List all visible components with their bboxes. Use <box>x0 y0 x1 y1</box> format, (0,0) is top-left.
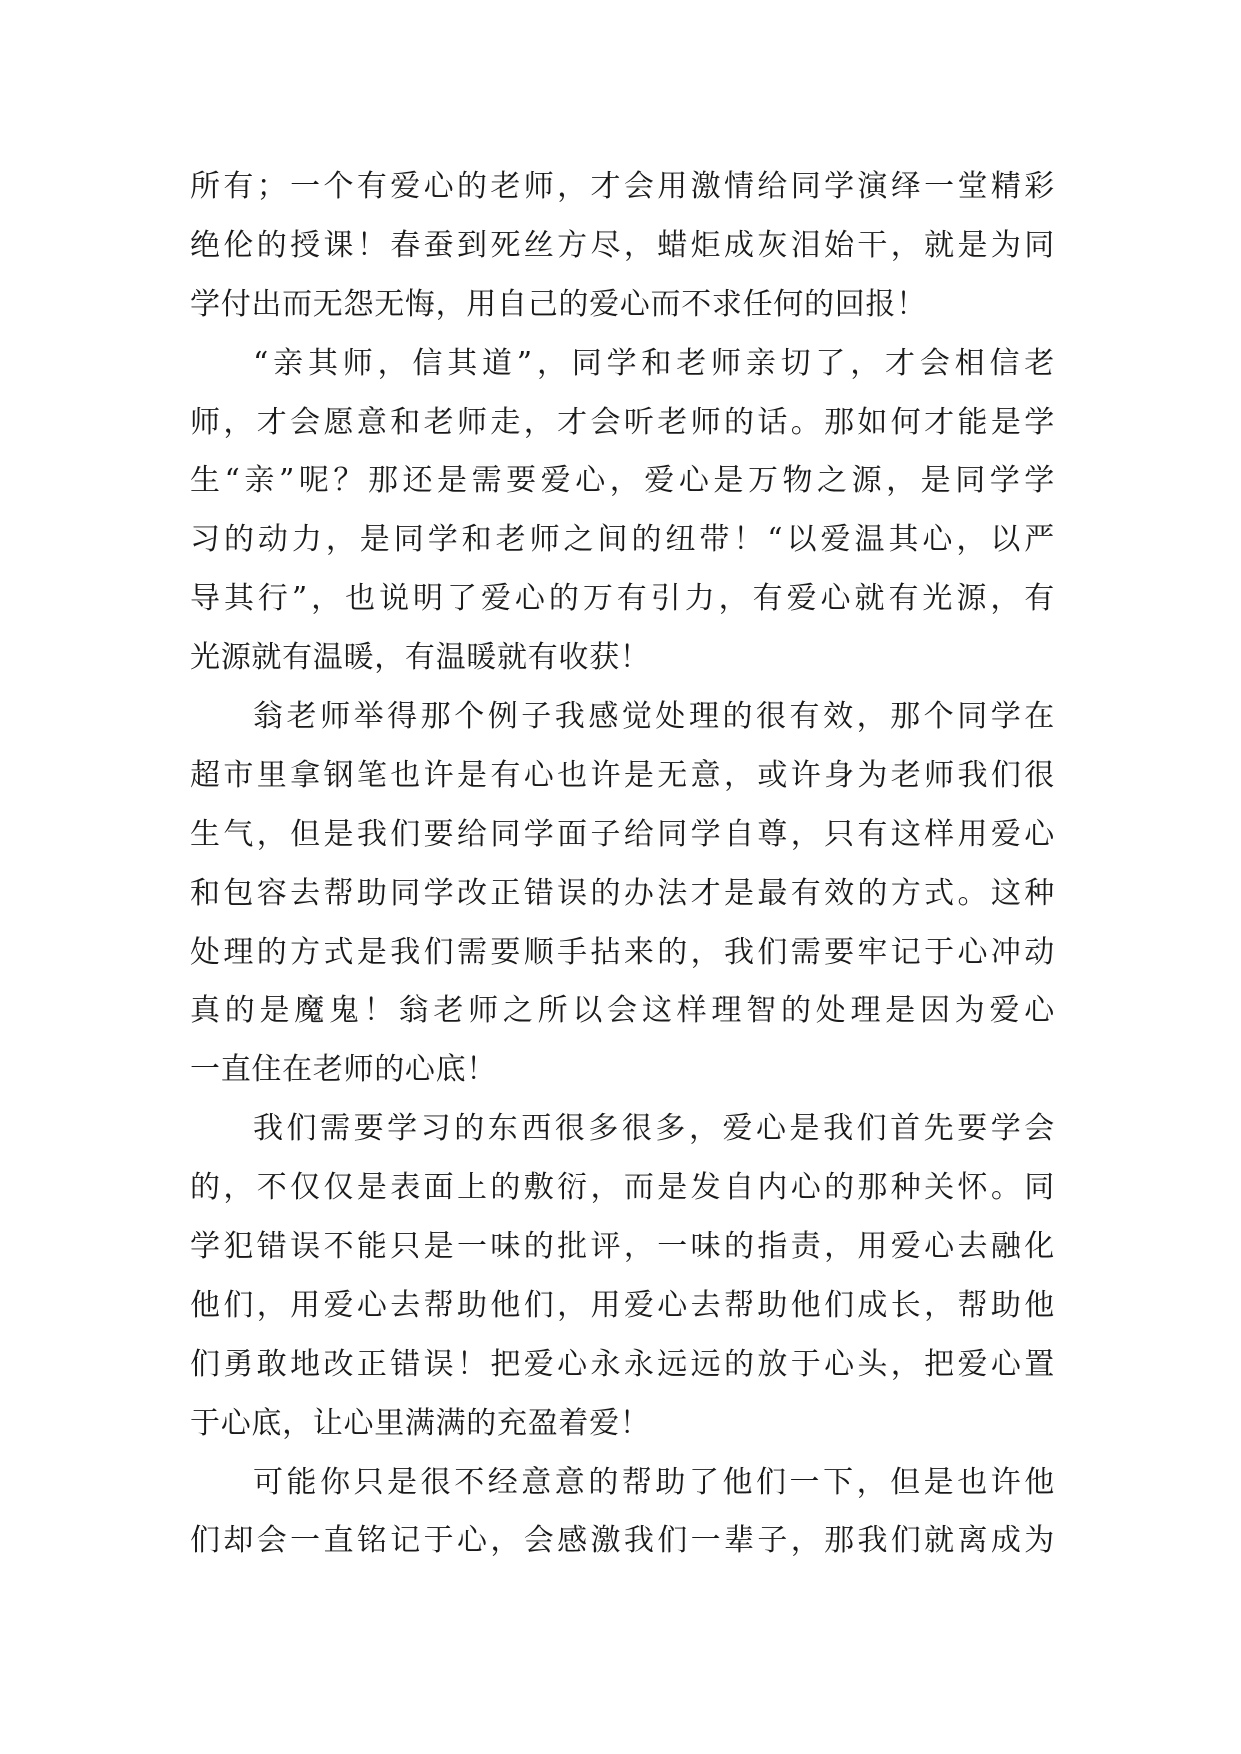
text-line: 于心底，让心里满满的充盈着爱！ <box>190 1405 651 1441</box>
text-line: 和包容去帮助同学改正错误的办法才是最有效的方式。这种 <box>190 875 1055 911</box>
paragraph <box>190 1100 1055 1453</box>
text-line: 们却会一直铭记于心，会感激我们一辈子，那我们就离成为 <box>190 1523 1055 1559</box>
text-line: 绝伦的授课！春蚕到死丝方尽，蜡炬成灰泪始干，就是为同 <box>190 227 1055 263</box>
text-line: 师，才会愿意和老师走，才会听老师的话。那如何才能是学 <box>190 404 1055 440</box>
paragraph <box>190 1454 1055 1572</box>
paragraph <box>190 688 1055 1100</box>
text-line: 可能你只是很不经意意的帮助了他们一下，但是也许他 <box>253 1464 1055 1500</box>
text-line: 光源就有温暖，有温暖就有收获！ <box>190 640 651 676</box>
document-body <box>190 158 1055 1571</box>
text-line: 们勇敢地改正错误！把爱心永永远远的放于心头，把爱心置 <box>190 1346 1055 1382</box>
text-line: 处理的方式是我们需要顺手拈来的，我们需要牢记于心冲动 <box>190 934 1055 970</box>
text-line: 翁老师举得那个例子我感觉处理的很有效，那个同学在 <box>253 699 1055 735</box>
paragraph <box>190 335 1055 688</box>
text-line: 我们需要学习的东西很多很多，爱心是我们首先要学会 <box>253 1111 1055 1147</box>
text-line: 的，不仅仅是表面上的敷衍，而是发自内心的那种关怀。同 <box>190 1170 1055 1206</box>
paragraph <box>190 158 1055 335</box>
text-line: 生“亲”呢？那还是需要爱心，爱心是万物之源，是同学学 <box>190 463 1055 499</box>
text-line: “亲其师，信其道”，同学和老师亲切了，才会相信老 <box>253 345 1055 381</box>
text-line: 所有；一个有爱心的老师，才会用激情给同学演绎一堂精彩 <box>190 169 1055 204</box>
text-line: 超市里拿钢笔也许是有心也许是无意，或许身为老师我们很 <box>190 757 1055 793</box>
text-line: 生气，但是我们要给同学面子给同学自尊，只有这样用爱心 <box>190 816 1055 852</box>
text-line: 一直住在老师的心底！ <box>190 1052 497 1088</box>
text-line: 学犯错误不能只是一味的批评，一味的指责，用爱心去融化 <box>190 1229 1055 1265</box>
text-line: 导其行”，也说明了爱心的万有引力，有爱心就有光源，有 <box>190 581 1055 617</box>
text-line: 习的动力，是同学和老师之间的纽带！“以爱温其心，以严 <box>190 522 1055 558</box>
text-line: 真的是魔鬼！翁老师之所以会这样理智的处理是因为爱心 <box>190 993 1055 1029</box>
text-line: 他们，用爱心去帮助他们，用爱心去帮助他们成长，帮助他 <box>190 1287 1055 1323</box>
text-line: 学付出而无怨无悔，用自己的爱心而不求任何的回报！ <box>190 286 927 322</box>
